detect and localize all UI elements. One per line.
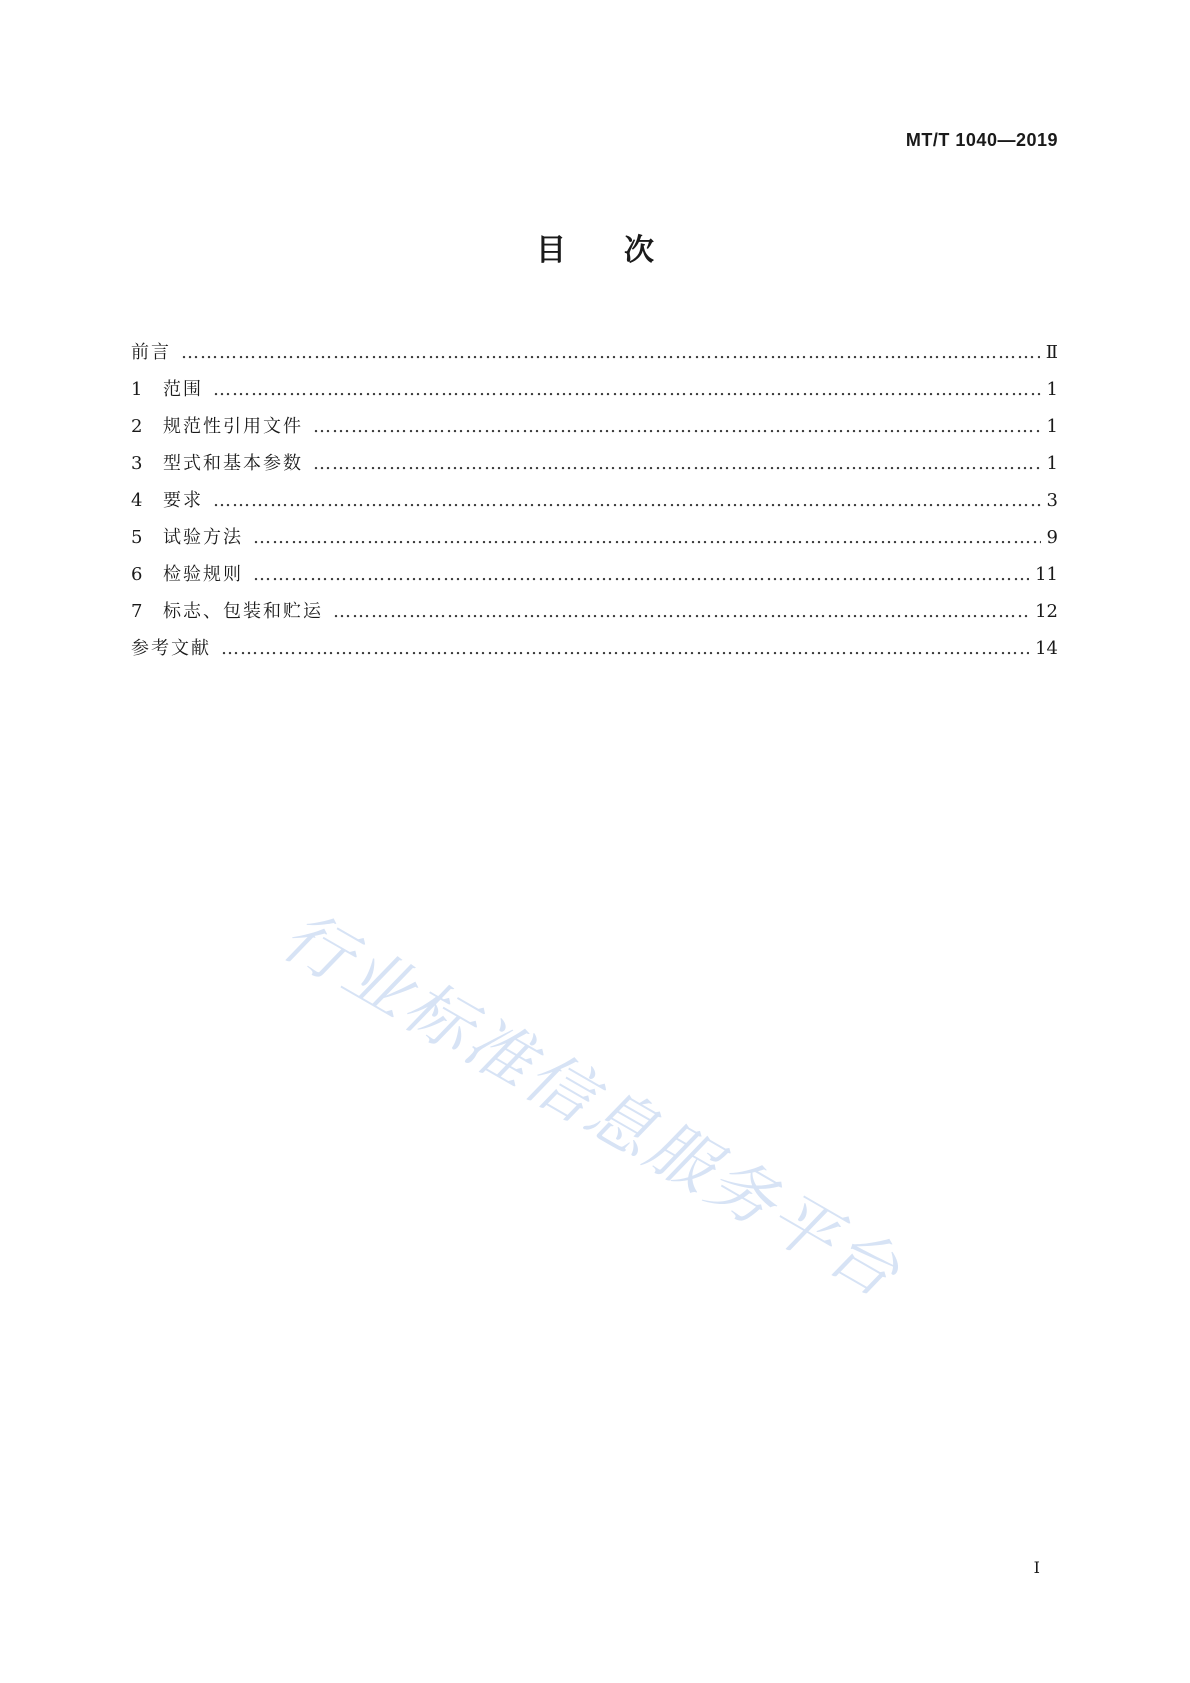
toc-entry-page: 1 <box>1046 416 1058 437</box>
toc-entry-6[interactable] <box>131 560 1058 597</box>
toc-entry-number: 6 <box>131 564 143 585</box>
toc-entry-title: 试验方法 <box>163 527 243 548</box>
toc-entry-1[interactable] <box>131 375 1058 412</box>
toc-leader-dots <box>253 527 1041 548</box>
toc-leader-dots <box>213 379 1041 400</box>
toc-entry-page: Ⅱ <box>1045 342 1058 363</box>
toc-entry-title: 标志、包装和贮运 <box>163 601 323 622</box>
watermark-text: 行业标准信息服务平台 <box>269 896 915 1314</box>
toc-leader-dots <box>181 342 1040 363</box>
toc-entry-title: 要求 <box>163 490 203 511</box>
toc-entry-2[interactable] <box>131 412 1058 449</box>
toc-entry-number: 4 <box>131 490 143 511</box>
toc-entry-number: 7 <box>131 601 143 622</box>
page-title: 目次 <box>536 233 712 268</box>
toc-entry-number: 2 <box>131 416 143 437</box>
toc-entry-page: 11 <box>1035 564 1058 585</box>
toc-entry-5[interactable] <box>131 523 1058 560</box>
toc-leader-dots <box>313 453 1041 474</box>
toc-entry-title: 规范性引用文件 <box>163 416 303 437</box>
table-of-contents <box>131 338 1058 671</box>
toc-leader-dots <box>333 601 1029 622</box>
toc-entry-page: 1 <box>1046 379 1058 400</box>
standard-code: MT/T 1040—2019 <box>905 130 1058 150</box>
toc-entry-title: 范围 <box>163 379 203 400</box>
toc-leader-dots <box>221 638 1029 659</box>
toc-leader-dots <box>213 490 1041 511</box>
toc-entry-title: 型式和基本参数 <box>163 453 303 474</box>
page-number: Ⅰ <box>1033 1558 1040 1577</box>
toc-entry-number: 3 <box>131 453 143 474</box>
toc-entry-number: 1 <box>131 379 143 400</box>
toc-entry-title: 检验规则 <box>163 564 243 585</box>
toc-entry-foreword[interactable] <box>131 338 1058 375</box>
toc-entry-4[interactable] <box>131 486 1058 523</box>
toc-entry-number: 5 <box>131 527 143 548</box>
toc-entry-7[interactable] <box>131 597 1058 634</box>
toc-entry-page: 14 <box>1035 638 1058 659</box>
toc-entry-3[interactable] <box>131 449 1058 486</box>
toc-entry-bibliography[interactable] <box>131 634 1058 671</box>
toc-entry-title: 前言 <box>131 342 171 363</box>
toc-entry-page: 1 <box>1046 453 1058 474</box>
toc-leader-dots <box>313 416 1041 437</box>
toc-entry-page: 9 <box>1046 527 1058 548</box>
toc-entry-page: 12 <box>1035 601 1058 622</box>
toc-entry-page: 3 <box>1046 490 1058 511</box>
toc-entry-title: 参考文献 <box>131 638 211 659</box>
toc-leader-dots <box>253 564 1029 585</box>
